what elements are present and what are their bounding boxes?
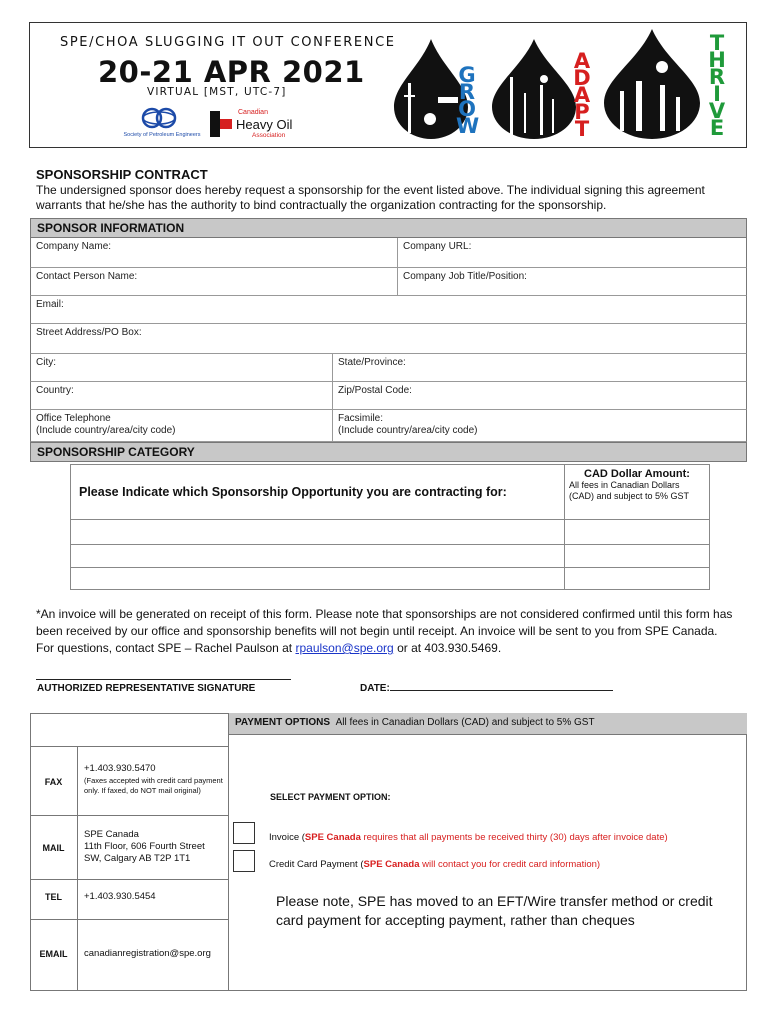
cad-amount-note: All fees in Canadian Dollars (CAD) and subject to 5% GST: [569, 480, 690, 501]
tel-row: [30, 880, 229, 920]
sponsorship-category-heading: SPONSORSHIP CATEGORY: [30, 442, 747, 462]
row-email: [30, 296, 747, 324]
amount-entry-3[interactable]: [565, 568, 710, 590]
conference-header: [29, 22, 747, 148]
row-company: [30, 238, 747, 268]
fax-label: FAX: [44, 777, 63, 787]
category-table: [70, 464, 710, 590]
job-title-field[interactable]: Company Job Title/Position:: [403, 271, 527, 282]
category-entry-3[interactable]: [71, 568, 565, 590]
choa-line1: Canadian: [238, 109, 268, 116]
eft-notice: Please note, SPE has moved to an EFT/Wire transfer method or credit card payment for accepting payment, rather than cheques: [276, 893, 713, 928]
date-line[interactable]: [390, 690, 613, 691]
city-field[interactable]: City:: [36, 357, 56, 368]
mail-line3: SW, Calgary AB T2P 1T1: [84, 853, 191, 864]
contact-email-link[interactable]: rpaulson@spe.org: [295, 641, 394, 655]
mail-row: [30, 816, 229, 880]
state-field[interactable]: State/Province:: [338, 357, 406, 368]
email-field[interactable]: Email:: [36, 299, 64, 310]
amount-entry-1[interactable]: [565, 520, 710, 545]
thrive-droplet-image: [600, 27, 704, 143]
credit-card-option-text: Credit Card Payment (SPE Canada will contact you for credit card information): [269, 859, 601, 870]
amount-entry-2[interactable]: [565, 545, 710, 568]
conference-dates: 20-21 APR 2021: [98, 55, 365, 89]
mail-line2: 11th Floor, 606 Fourth Street: [84, 841, 205, 852]
mail-line1: SPE Canada: [84, 829, 139, 840]
choa-line2: Heavy Oil: [236, 117, 293, 132]
row-contact: [30, 268, 747, 296]
payment-options-heading: PAYMENT OPTIONS All fees in Canadian Dollars (CAD) and subject to 5% GST: [229, 713, 747, 735]
tel-number: +1.403.930.5454: [84, 891, 156, 902]
office-phone-field[interactable]: Office Telephone (Include country/area/city code): [36, 413, 176, 436]
spe-logo: [122, 106, 202, 142]
signature-label: AUTHORIZED REPRESENTATIVE SIGNATURE: [37, 683, 256, 694]
choa-logo: [208, 107, 298, 141]
select-payment-label: SELECT PAYMENT OPTION:: [270, 792, 391, 802]
credit-card-checkbox[interactable]: [233, 850, 255, 872]
category-entry-1[interactable]: [71, 520, 565, 545]
conference-virtual: VIRTUAL [MST, UTC-7]: [147, 86, 287, 98]
company-name-field[interactable]: Company Name:: [36, 241, 112, 252]
country-field[interactable]: Country:: [36, 385, 74, 396]
spe-logo-text: Society of Petroleum Engineers: [123, 132, 201, 138]
theme-grow: G R O W: [456, 63, 480, 138]
contract-title: SPONSORSHIP CONTRACT: [36, 167, 208, 182]
row-phone: [30, 410, 747, 442]
email-label: EMAIL: [39, 949, 68, 959]
fax-field[interactable]: Facsimile: (Include country/area/city code): [338, 413, 478, 436]
date-label: DATE:: [360, 683, 390, 694]
contact-person-field[interactable]: Contact Person Name:: [36, 271, 138, 282]
choa-line3: Association: [252, 132, 286, 139]
row-street: [30, 324, 747, 354]
street-field[interactable]: Street Address/PO Box:: [36, 327, 142, 338]
tel-label: TEL: [45, 892, 62, 902]
email-row: [30, 920, 229, 991]
fax-row: [30, 746, 229, 816]
invoice-option-text: Invoice (SPE Canada requires that all payments be received thirty (30) days after invoice date): [269, 832, 668, 843]
invoice-notice: *An invoice will be generated on receipt of this form. Please note that sponsorships are not considered confirmed until this form has been received by our office and sponsorship benefits will not begin until receipt. An invoice will be sent to you from SPE Canada. For questions, contact SPE – Rachel Paulson at rpaulson@spe.org or at 403.930.5469.: [36, 607, 733, 655]
sponsor-info-heading: SPONSOR INFORMATION: [30, 218, 747, 238]
adapt-droplet-image: [488, 37, 580, 141]
theme-adapt: A D A P T: [573, 49, 591, 141]
category-prompt: Please Indicate which Sponsorship Opportunity you are contracting for:: [79, 485, 507, 499]
conference-title: SPE/CHOA SLUGGING IT OUT CONFERENCE: [60, 35, 396, 50]
contract-intro: The undersigned sponsor does hereby request a sponsorship for the event listed above. The individual signing this agreement warrants that he/she has the authority to bind contractually the organization contracting for the sponsorship.: [36, 183, 705, 212]
theme-thrive: T H R I V E: [708, 31, 726, 140]
zip-field[interactable]: Zip/Postal Code:: [338, 385, 412, 396]
signature-line[interactable]: [36, 679, 291, 680]
invoice-checkbox[interactable]: [233, 822, 255, 844]
company-url-field[interactable]: Company URL:: [403, 241, 472, 252]
email-address: canadianregistration@spe.org: [84, 948, 211, 959]
mail-label: MAIL: [42, 843, 65, 853]
cad-amount-title: CAD Dollar Amount:: [584, 468, 690, 480]
row-city: [30, 354, 747, 382]
category-entry-2[interactable]: [71, 545, 565, 568]
row-country: [30, 382, 747, 410]
fax-note: (Faxes accepted with credit card payment only. If faxed, do NOT mail original): [84, 776, 223, 795]
fax-number: +1.403.930.5470: [84, 763, 156, 774]
